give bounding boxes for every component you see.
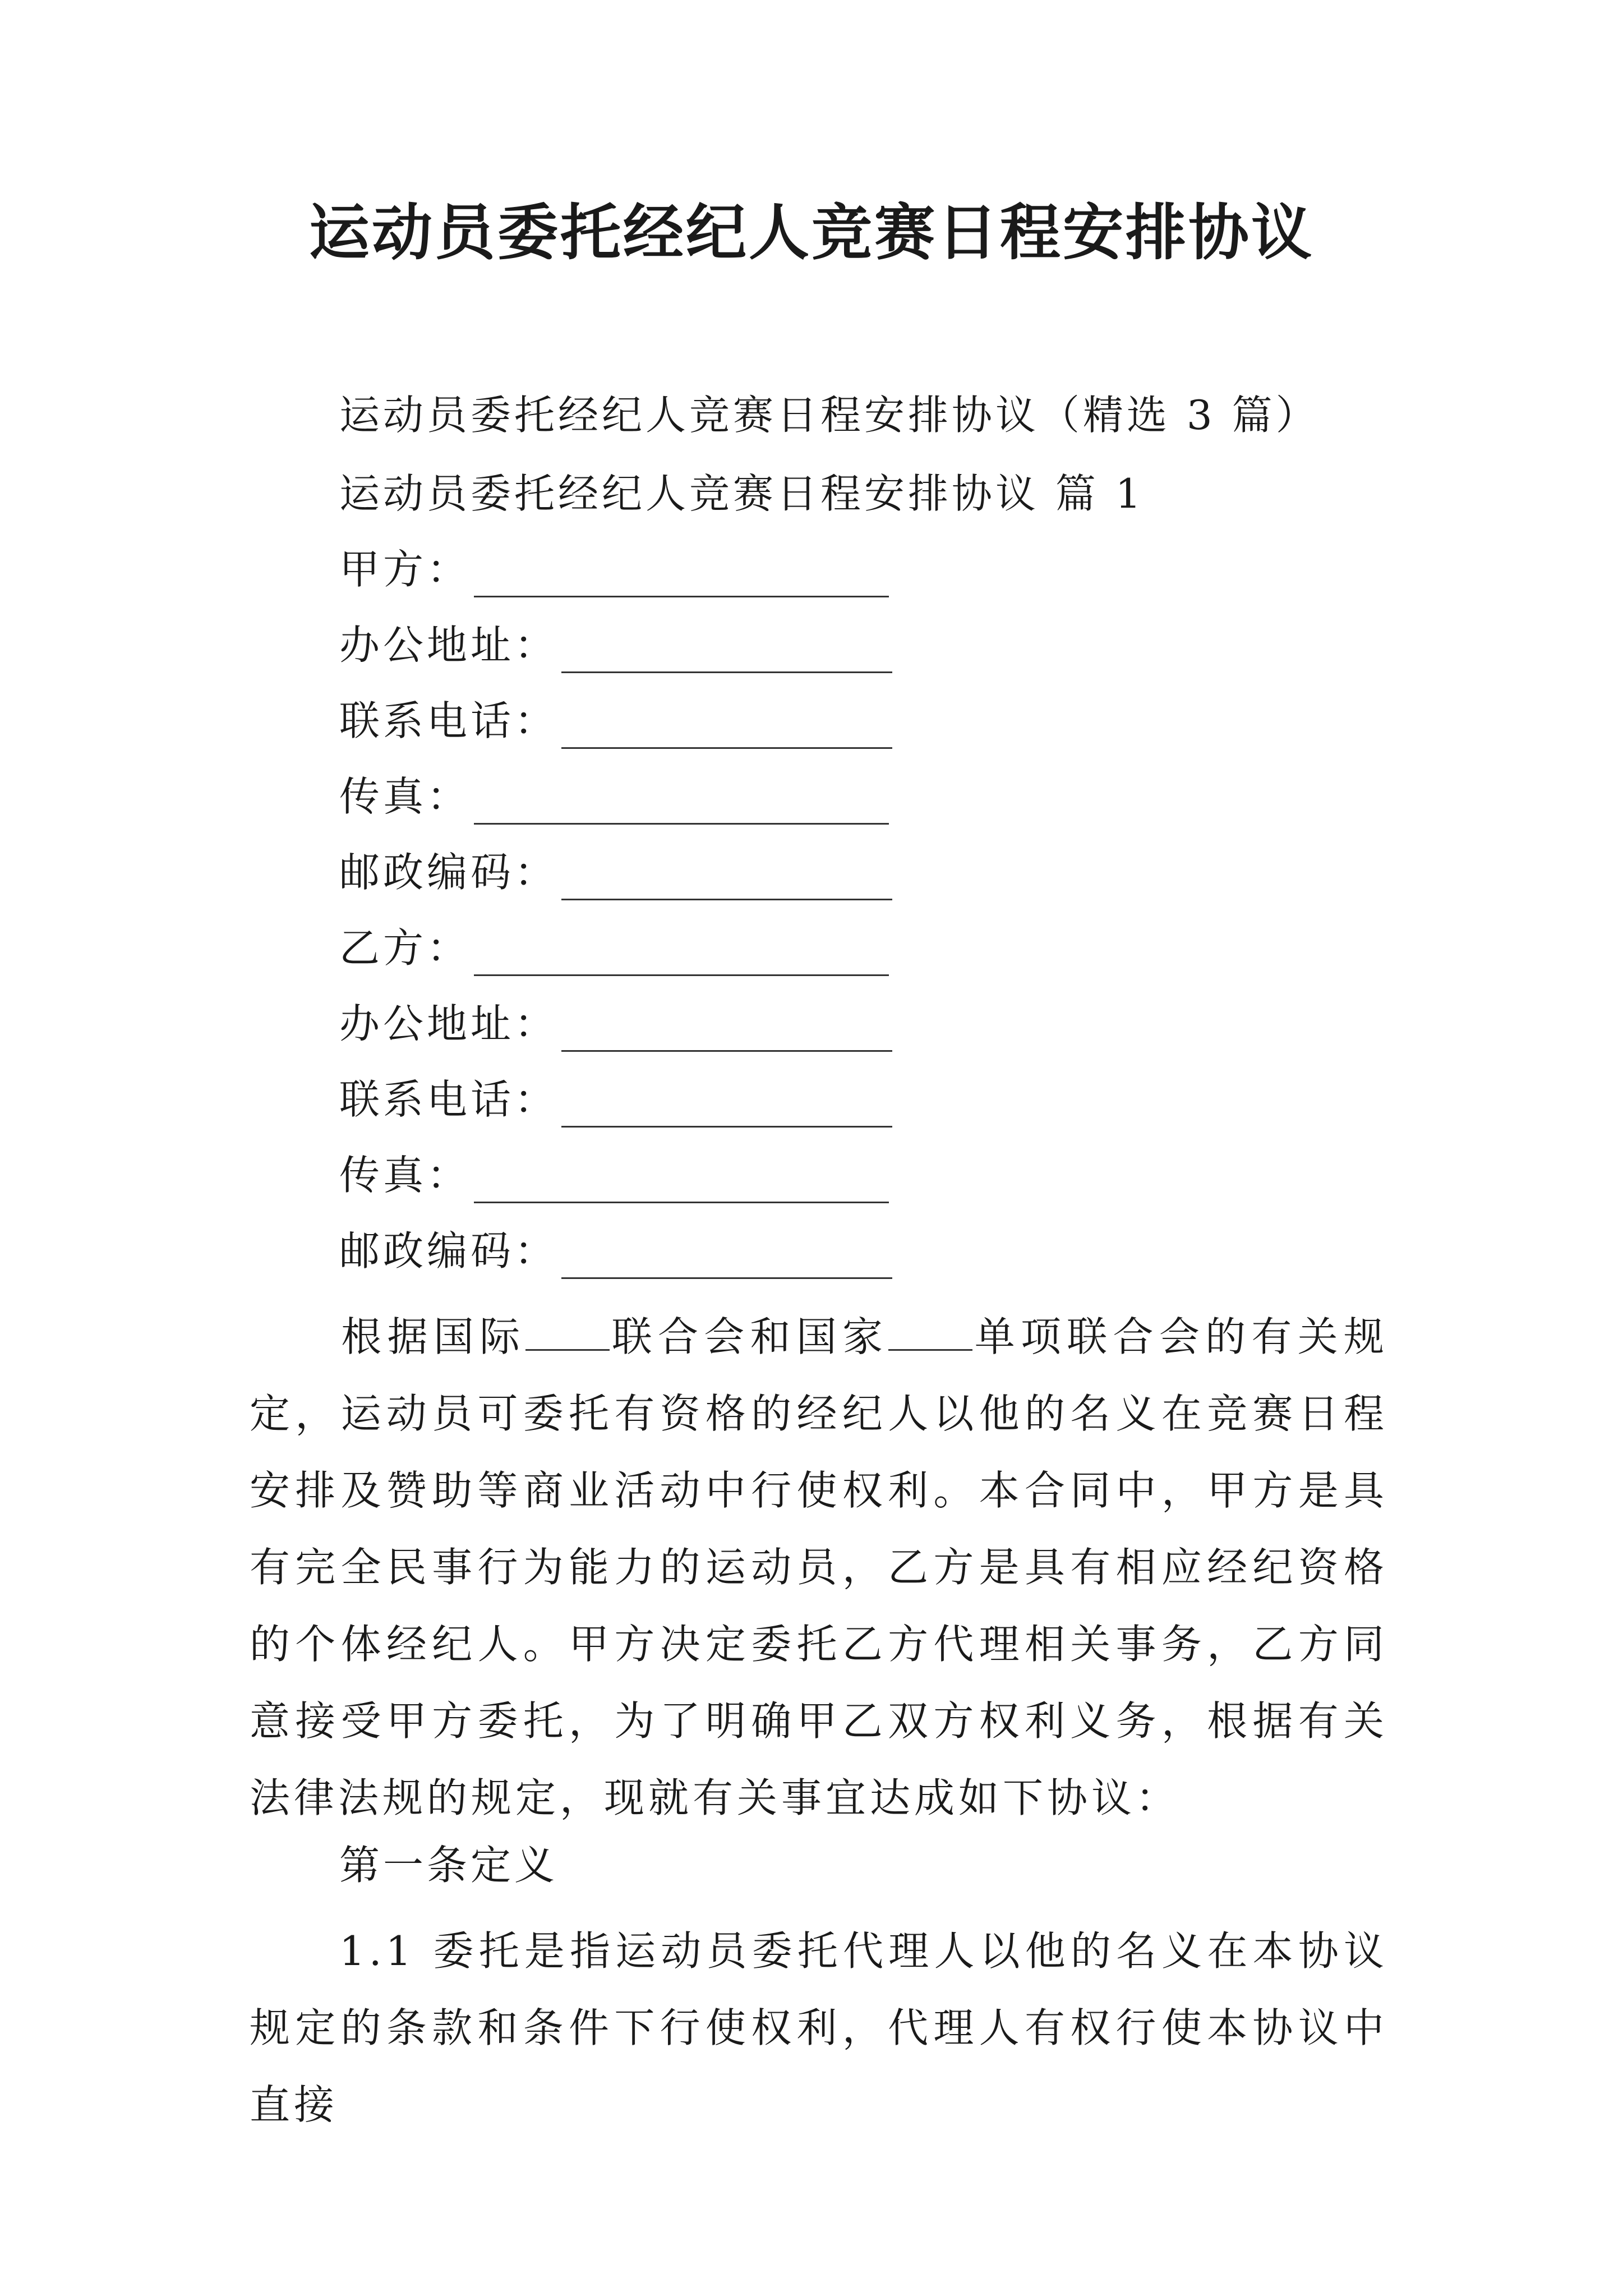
party-b-address-blank[interactable] <box>561 1011 892 1052</box>
party-a-blank[interactable] <box>474 556 889 597</box>
party-b-fax-label: 传真： <box>339 1152 471 1199</box>
party-a-postal-field <box>339 844 892 900</box>
party-b-postal-blank[interactable] <box>561 1238 892 1279</box>
party-b-postal-label: 邮政编码： <box>339 1227 559 1274</box>
party-a-field <box>339 541 889 597</box>
party-a-address-label: 办公地址： <box>339 622 559 669</box>
party-b-fax-blank[interactable] <box>474 1162 889 1203</box>
party-b-phone-blank[interactable] <box>561 1087 892 1128</box>
party-b-postal-field <box>339 1223 892 1279</box>
clause-1-1 <box>250 1913 1388 2143</box>
party-a-fax-blank[interactable] <box>474 784 889 825</box>
party-b-phone-field <box>339 1071 892 1128</box>
party-a-postal-label: 邮政编码： <box>339 849 559 896</box>
intro-paragraph <box>250 1299 1388 1837</box>
party-b-field <box>339 920 889 976</box>
federation-blank-2[interactable] <box>888 1315 972 1351</box>
federation-blank-1[interactable] <box>525 1315 610 1351</box>
party-b-address-field <box>339 996 892 1052</box>
document-subtitle: 运动员委托经纪人竞赛日程安排协议（精选 3 篇） <box>339 392 1320 439</box>
clause-1-1-text: 1.1 委托是指运动员委托代理人以他的名义在本协议规定的条款和条件下行使权利，代理人有权行使本协议中直接 <box>250 1927 1388 2128</box>
party-a-fax-label: 传真： <box>339 773 471 820</box>
section-heading: 运动员委托经纪人竞赛日程安排协议 篇 1 <box>339 470 1145 517</box>
party-b-blank[interactable] <box>474 935 889 976</box>
document-title: 运动员委托经纪人竞赛日程安排协议 <box>308 197 1314 268</box>
party-b-fax-field <box>339 1147 889 1203</box>
party-b-address-label: 办公地址： <box>339 1000 559 1047</box>
intro-part2: 联合会和国家 <box>610 1313 889 1360</box>
party-a-phone-field <box>339 693 892 749</box>
party-b-phone-label: 联系电话： <box>339 1076 559 1123</box>
intro-part3: 单项联合会的有关规定，运动员可委托有资格的经纪人以他的名义在竞赛日程安排及赞助等商业活动中行使权利。本合同中，甲方是具有完全民事行为能力的运动员，乙方是具有相应经纪资格的个体经纪人。甲方决定委托乙方代理相关事务，乙方同意接受甲方委托，为了明确甲乙双方权利义务，根据有关法律法规的规定，现就有关事宜达成如下协议： <box>250 1313 1388 1821</box>
article-1-heading: 第一条定义 <box>339 1842 559 1889</box>
party-b-label: 乙方： <box>339 924 471 972</box>
intro-part1: 根据国际 <box>339 1313 526 1360</box>
party-a-address-field <box>339 617 892 673</box>
party-a-phone-blank[interactable] <box>561 708 892 749</box>
party-a-address-blank[interactable] <box>561 632 892 673</box>
party-a-phone-label: 联系电话： <box>339 697 559 744</box>
party-a-postal-blank[interactable] <box>561 859 892 900</box>
party-a-fax-field <box>339 769 889 825</box>
party-a-label: 甲方： <box>339 546 471 593</box>
